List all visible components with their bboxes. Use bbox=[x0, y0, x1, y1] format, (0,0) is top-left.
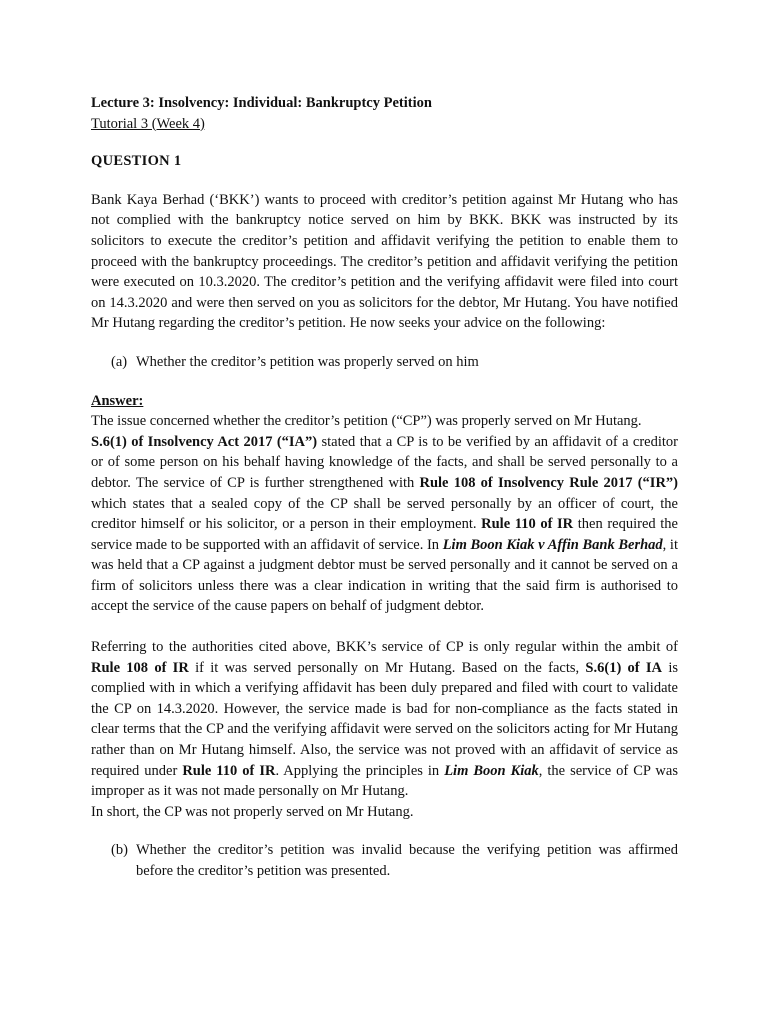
statute-ref-rule110: Rule 110 of IR bbox=[481, 516, 574, 533]
answer-paragraph-1: S.6(1) of Insolvency Act 2017 (“IA”) stated that a CP is to be verified by an affidavit of a creditor or of some person on his behalf having knowledge of the facts, and shall be served personally to a debtor. The service of CP is further strengthened with Rule 108 of Insolvency Rule 2017 (“IR”) which states that a sealed copy of the CP shall be served personally by an officer of court, the creditor himself or his solicitor, or a person in their employment. Rule 110 of IR then required the service made to be supported with an affidavit of service. In Lim Boon Kiak v Affin Bank Berhad, it was held that a CP against a judgment debtor must be served personally and it cannot be served on a firm of solicitors unless there was a clear indication in writing that the said firm is authorised to accept the service of the cause papers on behalf of judgment debtor. bbox=[91, 433, 678, 615]
statute-ref-rule108: Rule 108 of Insolvency Rule 2017 (“IR”) bbox=[419, 474, 678, 491]
sub-question-b-label: (b) bbox=[111, 842, 128, 859]
statute-ref-rule108: Rule 108 of IR bbox=[91, 659, 189, 676]
statute-ref-s6: S.6(1) of Insolvency Act 2017 (“IA”) bbox=[91, 433, 318, 450]
case-ref: Lim Boon Kiak bbox=[444, 762, 539, 779]
sub-question-a-text: Whether the creditor’s petition was properly served on him bbox=[136, 353, 479, 370]
sub-question-a bbox=[91, 352, 678, 373]
statute-ref-rule110: Rule 110 of IR bbox=[182, 762, 276, 779]
case-ref: Lim Boon Kiak v Affin Bank Berhad bbox=[442, 536, 663, 553]
answer-issue: The issue concerned whether the creditor’s petition (“CP”) was properly served on Mr Hutang. bbox=[91, 413, 642, 430]
answer-conclusion: In short, the CP was not properly served on Mr Hutang. bbox=[91, 803, 414, 820]
sub-question-a-label: (a) bbox=[111, 353, 128, 370]
question-heading: QUESTION 1 bbox=[91, 153, 182, 170]
question-intro-paragraph: Bank Kaya Berhad (‘BKK’) wants to proceed with creditor’s petition against Mr Hutang who has not complied with the bankruptcy notice served on him by BKK. BKK was instructed by its solicitors to execute the creditor’s petition and affidavit verifying the petition to enable them to proceed with the bankruptcy proceedings. The creditor’s petition and affidavit verifying the petition were executed on 10.3.2020. The creditor’s petition and the verifying affidavit were filed into court on 14.3.2020 and were then served on you as solicitors for the debtor, Mr Hutang. You have notified Mr Hutang regarding the creditor’s petition. He now seeks your advice on the following: bbox=[91, 191, 678, 332]
answer-heading: Answer: bbox=[91, 392, 144, 409]
sub-question-b-text: Whether the creditor’s petition was invalid because the verifying petition was affirmed before the creditor’s petition was presented. bbox=[136, 842, 678, 879]
lecture-title: Lecture 3: Insolvency: Individual: Bankruptcy Petition bbox=[91, 95, 432, 111]
answer-paragraph-2: Referring to the authorities cited above, BKK’s service of CP is only regular within the ambit of Rule 108 of IR if it was served personally on Mr Hutang. Based on the facts, S.6(1) of IA is complied with in which a verifying affidavit has been duly prepared and filed with court to validate the CP on 14.3.2020. However, the service made is bad for non-compliance as the facts stated in clear terms that the CP and the verifying affidavit were served on the solicitors acting for Mr Hutang rather than on Mr Hutang himself. Also, the service was not proved with an affidavit of service as required under Rule 110 of IR. Applying the principles in Lim Boon Kiak, the service of CP was improper as it was not made personally on Mr Hutang. bbox=[91, 639, 679, 800]
tutorial-subtitle: Tutorial 3 (Week 4) bbox=[91, 115, 205, 132]
document-page bbox=[91, 93, 678, 882]
sub-question-b bbox=[91, 840, 678, 881]
statute-ref-s6: S.6(1) of IA bbox=[585, 659, 663, 676]
